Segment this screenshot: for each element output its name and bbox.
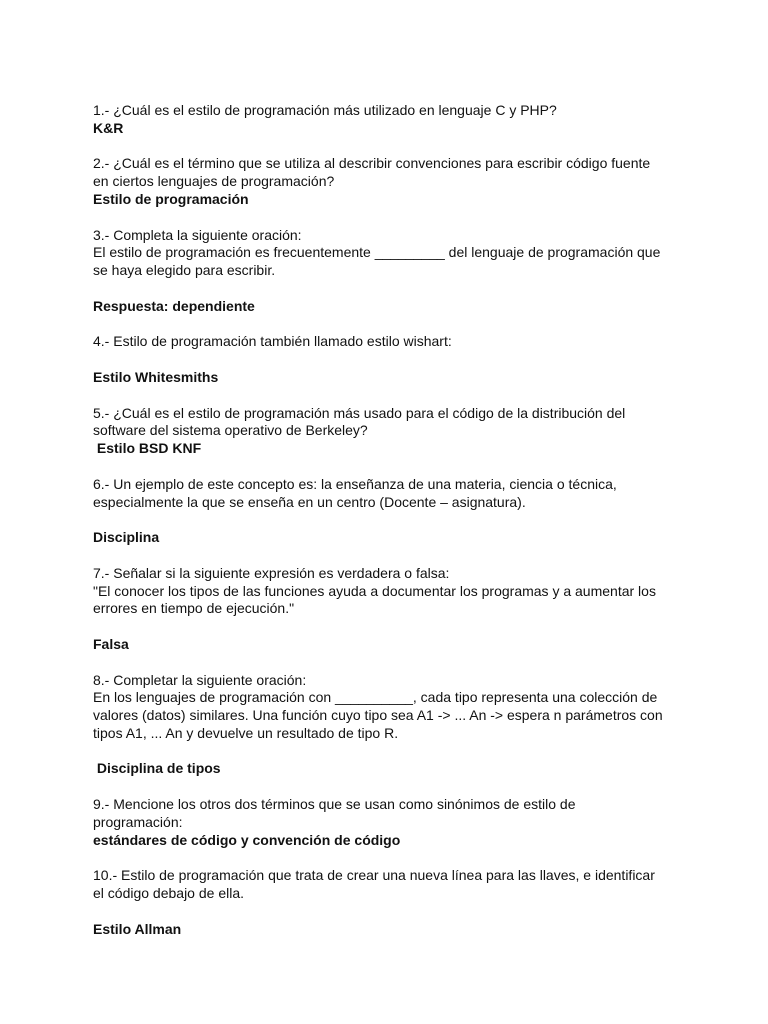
- question-block-7: [93, 565, 693, 654]
- question-block-1: [93, 102, 693, 138]
- question-block-2: [93, 155, 693, 208]
- question-block-4: [93, 333, 693, 386]
- question-block-5: [93, 405, 693, 458]
- question-block-8: [93, 672, 693, 779]
- question-block-6: [93, 476, 693, 547]
- question-8-line-4: tipos A1, ... An y devuelve un resultado de tipo R.: [93, 724, 399, 741]
- answer-2: Estilo de programación: [93, 190, 249, 207]
- question-5-line-2: software del sistema operativo de Berkeley?: [93, 422, 368, 439]
- answer-8: Disciplina de tipos: [93, 760, 221, 777]
- question-block-3: [93, 227, 693, 316]
- answer-7: Falsa: [93, 635, 129, 652]
- question-8-line-3: valores (datos) similares. Una función cuyo tipo sea A1 -> ... An -> espera n parámetros con: [93, 707, 663, 724]
- question-6-line-2: especialmente la que se enseña en un centro (Docente – asignatura).: [93, 493, 526, 510]
- question-8-line-2: En los lenguajes de programación con __________, cada tipo representa una colección de: [93, 689, 658, 706]
- question-4-line-1: 4.- Estilo de programación también llamado estilo wishart:: [93, 333, 452, 350]
- question-10-line-2: el código debajo de ella.: [93, 885, 245, 902]
- question-3-line-3: se haya elegido para escribir.: [93, 262, 276, 279]
- answer-9: estándares de código y convención de código: [93, 831, 401, 848]
- question-7-line-2: "El conocer los tipos de las funciones ayuda a documentar los programas y a aumentar los: [93, 582, 656, 599]
- answer-3: Respuesta: dependiente: [93, 297, 255, 314]
- answer-4: Estilo Whitesmiths: [93, 368, 219, 385]
- answer-10: Estilo Allman: [93, 920, 182, 937]
- question-9-line-2: programación:: [93, 813, 183, 830]
- question-7-line-3: errores en tiempo de ejecución.": [93, 600, 295, 617]
- question-2-line-2: en ciertos lenguajes de programación?: [93, 173, 335, 190]
- answer-6: Disciplina: [93, 529, 160, 546]
- question-3-line-2: El estilo de programación es frecuentemente _________ del lenguaje de programación que: [93, 244, 661, 261]
- question-8-line-1: 8.- Completar la siguiente oración:: [93, 671, 307, 688]
- question-7-line-1: 7.- Señalar si la siguiente expresión es verdadera o falsa:: [93, 564, 450, 581]
- answer-1: K&R: [93, 119, 124, 136]
- question-3-line-1: 3.- Completa la siguiente oración:: [93, 226, 302, 243]
- question-9-line-1: 9.- Mencione los otros dos términos que se usan como sinónimos de estilo de: [93, 796, 576, 813]
- answer-5: Estilo BSD KNF: [93, 440, 202, 457]
- question-10-line-1: 10.- Estilo de programación que trata de crear una nueva línea para las llaves, e identificar: [93, 867, 655, 884]
- question-2-line-1: 2.- ¿Cuál es el término que se utiliza al describir convenciones para escribir código fuente: [93, 155, 651, 172]
- question-5-line-1: 5.- ¿Cuál es el estilo de programación más usado para el código de la distribución del: [93, 404, 626, 421]
- document-body: [93, 102, 693, 938]
- question-6-line-1: 6.- Un ejemplo de este concepto es: la enseñanza de una materia, ciencia o técnica,: [93, 475, 617, 492]
- question-block-9: [93, 796, 693, 849]
- question-1-line-1: 1.- ¿Cuál es el estilo de programación más utilizado en lenguaje C y PHP?: [93, 102, 557, 118]
- question-block-10: [93, 867, 693, 938]
